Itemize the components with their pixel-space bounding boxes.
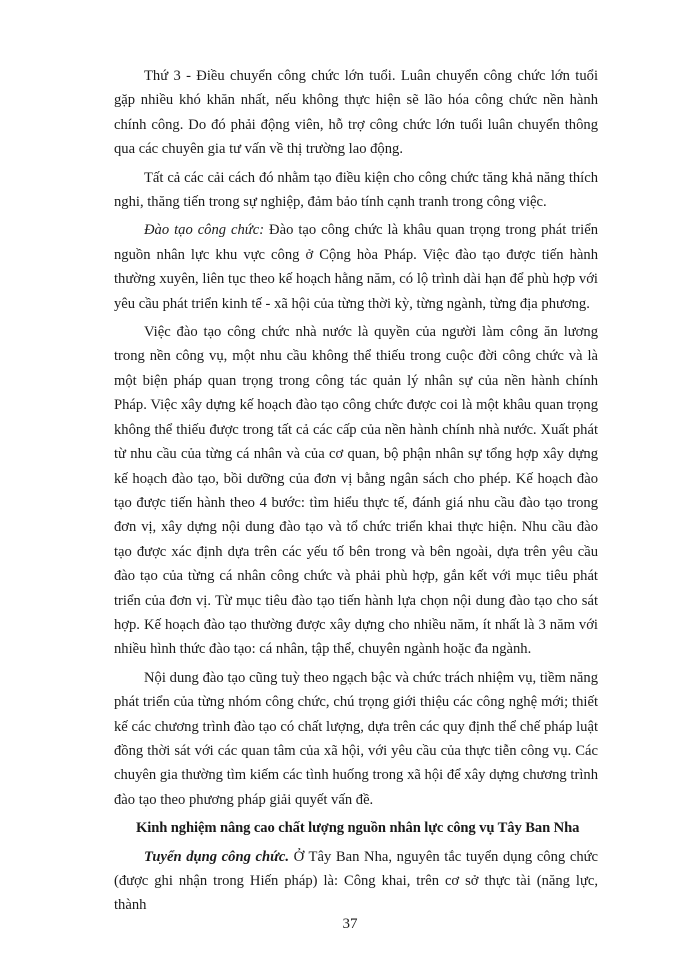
paragraph-reform-summary: Tất cả các cải cách đó nhằm tạo điều kiện cho công chức tăng khả năng thích nghi, thăng tiến trong sự nghiệp, đảm bảo tính cạnh tranh trong công việc. — [114, 169, 598, 211]
paragraph-lead-bold-italic: Tuyển dụng công chức. — [144, 848, 289, 865]
paragraph-training-content: Nội dung đào tạo cũng tuỳ theo ngạch bậc và chức trách nhiệm vụ, tiềm năng phát triển của từng nhóm công chức, chú trọng giới thiệu các công nghệ mới; thiết kế các chương trình đào tạo có chất lượng, dựa trên các quy định thể chế pháp luật đồng thời sát với các quan tâm của xã hội, với yêu cầu của thực tiễn công vụ. Các chuyên gia thường tìm kiếm các tình huống trong xã hội để xây dựng chương trình đào tạo theo phương pháp giải quyết vấn đề. — [114, 669, 598, 808]
paragraph-civil-training — [114, 218, 598, 316]
paragraph-body-text: Ở Tây Ban Nha, nguyên tắc tuyển dụng công chức (được ghi nhận trong Hiến pháp) là: Công khai, trên cơ sở thực tài (năng lực, thành — [114, 848, 599, 914]
paragraph-lead-italic: Đào tạo công chức: — [144, 222, 265, 239]
paragraph-body-text: Đào tạo công chức là khâu quan trọng trong phát triển nguồn nhân lực khu vực công ở Cộng hòa Pháp. Việc đào tạo được tiến hành thường xuyên, liên tục theo kế hoạch hằng năm, có lộ trình dài hạn để phù hợp với yêu cầu phát triển kinh tế - xã hội của từng thời kỳ, từng ngành, từng địa phương. — [114, 222, 598, 312]
paragraph-recruitment — [114, 845, 598, 918]
document-body — [114, 64, 598, 918]
section-heading-spain: Kinh nghiệm nâng cao chất lượng nguồn nhân lực công vụ Tây Ban Nha — [136, 820, 580, 837]
paragraph-elder-transfer: Thứ 3 - Điều chuyển công chức lớn tuổi. Luân chuyển công chức lớn tuổi gặp nhiều khó khăn nhất, nếu không thực hiện sẽ lão hóa công chức nền hành chính công. Do đó phải động viên, hỗ trợ công chức lớn tuổi luân chuyển thông qua các chuyên gia tư vấn về thị trường lao động. — [114, 68, 598, 158]
paragraph-training-rights: Việc đào tạo công chức nhà nước là quyền của người làm công ăn lương trong nền công vụ, một nhu cầu không thể thiếu trong cuộc đời công chức và là một biện pháp quan trọng trong công tác quản lý nhân sự của nền hành chính Pháp. Việc xây dựng kế hoạch đào tạo công chức được coi là một khâu quan trọng không thể thiếu được trong tất cả các cấp của nền hành chính nhà nước. Xuất phát từ nhu cầu của từng cá nhân và của cơ quan, bộ phận nhân sự tổng hợp xây dựng kế hoạch đào tạo, bồi dưỡng của đơn vị bằng ngân sách cho phép. Kế hoạch đào tạo được tiến hành theo 4 bước: tìm hiểu thực tế, đánh giá nhu cầu đào tạo trong đơn vị, xây dựng nội dung đào tạo và tổ chức triển khai thực hiện. Nhu cầu đào tạo được xác định dựa trên các yếu tố bên trong và bên ngoài, dựa trên yêu cầu đào tạo của từng cá nhân công chức và phải phù hợp, gắn kết với mục tiêu phát triển của đơn vị. Từ mục tiêu đào tạo tiến hành lựa chọn nội dung đào tạo cho sát hợp. Kế hoạch đào tạo thường được xây dựng cho nhiều năm, ít nhất là 3 năm với nhiều hình thức đào tạo: cá nhân, tập thể, chuyên ngành hoặc đa ngành. — [114, 324, 598, 658]
page-number: 37 — [342, 916, 358, 932]
